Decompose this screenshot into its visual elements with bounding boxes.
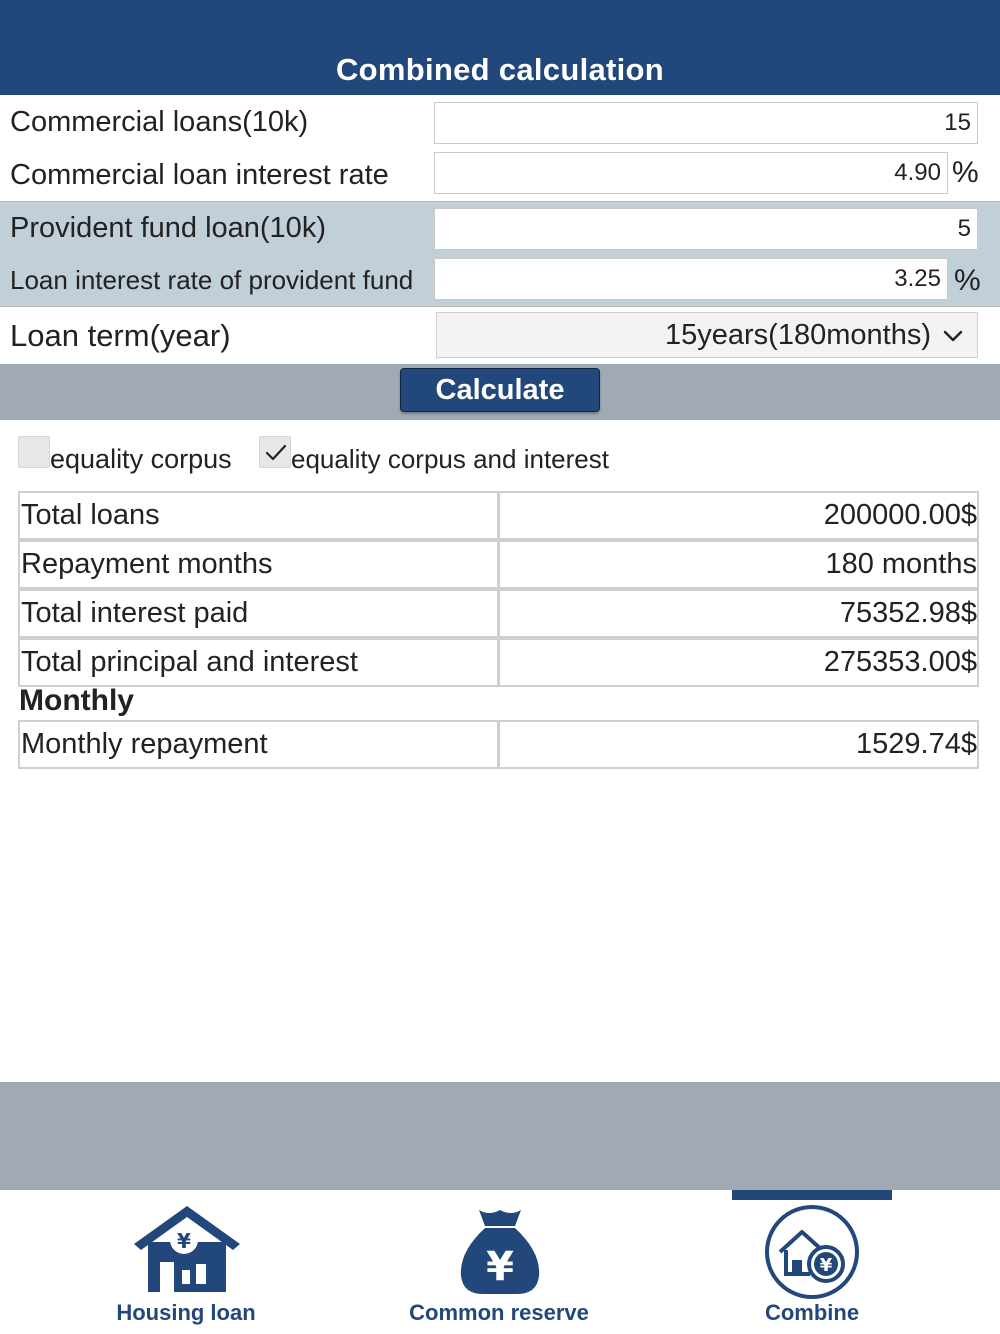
commercial-rate-unit: % <box>952 156 979 189</box>
divider <box>0 306 1000 307</box>
loan-term-select[interactable] <box>436 312 978 358</box>
tab-label: Common reserve <box>409 1300 589 1325</box>
result-label: Total interest paid <box>18 589 499 638</box>
tab-common-reserve[interactable] <box>399 1190 599 1334</box>
table-row <box>18 720 979 769</box>
commercial-loan-input[interactable]: 15 <box>434 102 978 144</box>
monthly-value: 1529.74$ <box>498 720 979 769</box>
tab-bar <box>0 1190 1000 1334</box>
equal-corpus-interest-label: equality corpus and interest <box>291 444 609 474</box>
tab-label: Housing loan <box>116 1300 256 1325</box>
tab-label: Combine <box>764 1300 860 1325</box>
svg-text:¥: ¥ <box>819 1255 833 1276</box>
table-row <box>18 638 979 687</box>
nav-header <box>0 0 1000 95</box>
result-value: 200000.00$ <box>498 491 979 540</box>
chevron-down-icon <box>941 324 965 348</box>
monthly-label: Monthly repayment <box>18 720 499 769</box>
equal-corpus-label: equality corpus <box>50 444 232 474</box>
provident-rate-input[interactable]: 3.25 <box>434 258 948 300</box>
calculate-button[interactable]: Calculate <box>400 368 600 412</box>
tab-housing-loan[interactable] <box>86 1190 286 1334</box>
provident-loan-label: Provident fund loan(10k) <box>10 212 326 244</box>
commercial-rate-input[interactable]: 4.90 <box>434 152 948 194</box>
result-value: 180 months <box>498 540 979 589</box>
provident-loan-row <box>0 202 1000 254</box>
provident-rate-label: Loan interest rate of provident fund <box>10 265 414 295</box>
result-label: Total loans <box>18 491 499 540</box>
provident-rate-unit: % <box>954 264 981 297</box>
result-value: 275353.00$ <box>498 638 979 687</box>
result-label: Repayment months <box>18 540 499 589</box>
results-table <box>18 491 979 687</box>
result-value: 75352.98$ <box>498 589 979 638</box>
svg-text:¥: ¥ <box>177 1229 191 1253</box>
option-equal-corpus[interactable] <box>18 436 258 476</box>
equal-corpus-checkbox[interactable] <box>18 436 50 468</box>
checkmark-icon <box>264 441 288 465</box>
house-yen-icon <box>132 1202 242 1294</box>
commercial-loan-label: Commercial loans(10k) <box>10 106 309 138</box>
tab-combine[interactable] <box>712 1190 912 1334</box>
table-row <box>18 589 979 638</box>
result-label: Total principal and interest <box>18 638 499 687</box>
provident-loan-input[interactable]: 5 <box>434 208 978 250</box>
commercial-rate-label: Commercial loan interest rate <box>10 159 389 191</box>
loan-term-selected: 15years(180months) <box>665 319 931 351</box>
provident-rate-row <box>0 256 1000 306</box>
commercial-rate-row <box>0 150 1000 200</box>
table-row <box>18 491 979 540</box>
ad-banner-area <box>0 1082 1000 1190</box>
loan-term-label: Loan term(year) <box>10 318 231 353</box>
svg-text:¥: ¥ <box>486 1244 514 1290</box>
commercial-loan-row <box>0 96 1000 148</box>
monthly-heading: Monthly <box>19 684 134 717</box>
monthly-table <box>18 720 979 769</box>
combine-house-coin-icon <box>764 1204 860 1300</box>
table-row <box>18 540 979 589</box>
money-bag-yen-icon <box>457 1206 543 1296</box>
page-title: Combined calculation <box>335 52 665 87</box>
equal-corpus-interest-checkbox[interactable] <box>259 436 291 468</box>
option-equal-corpus-interest[interactable] <box>259 436 639 476</box>
